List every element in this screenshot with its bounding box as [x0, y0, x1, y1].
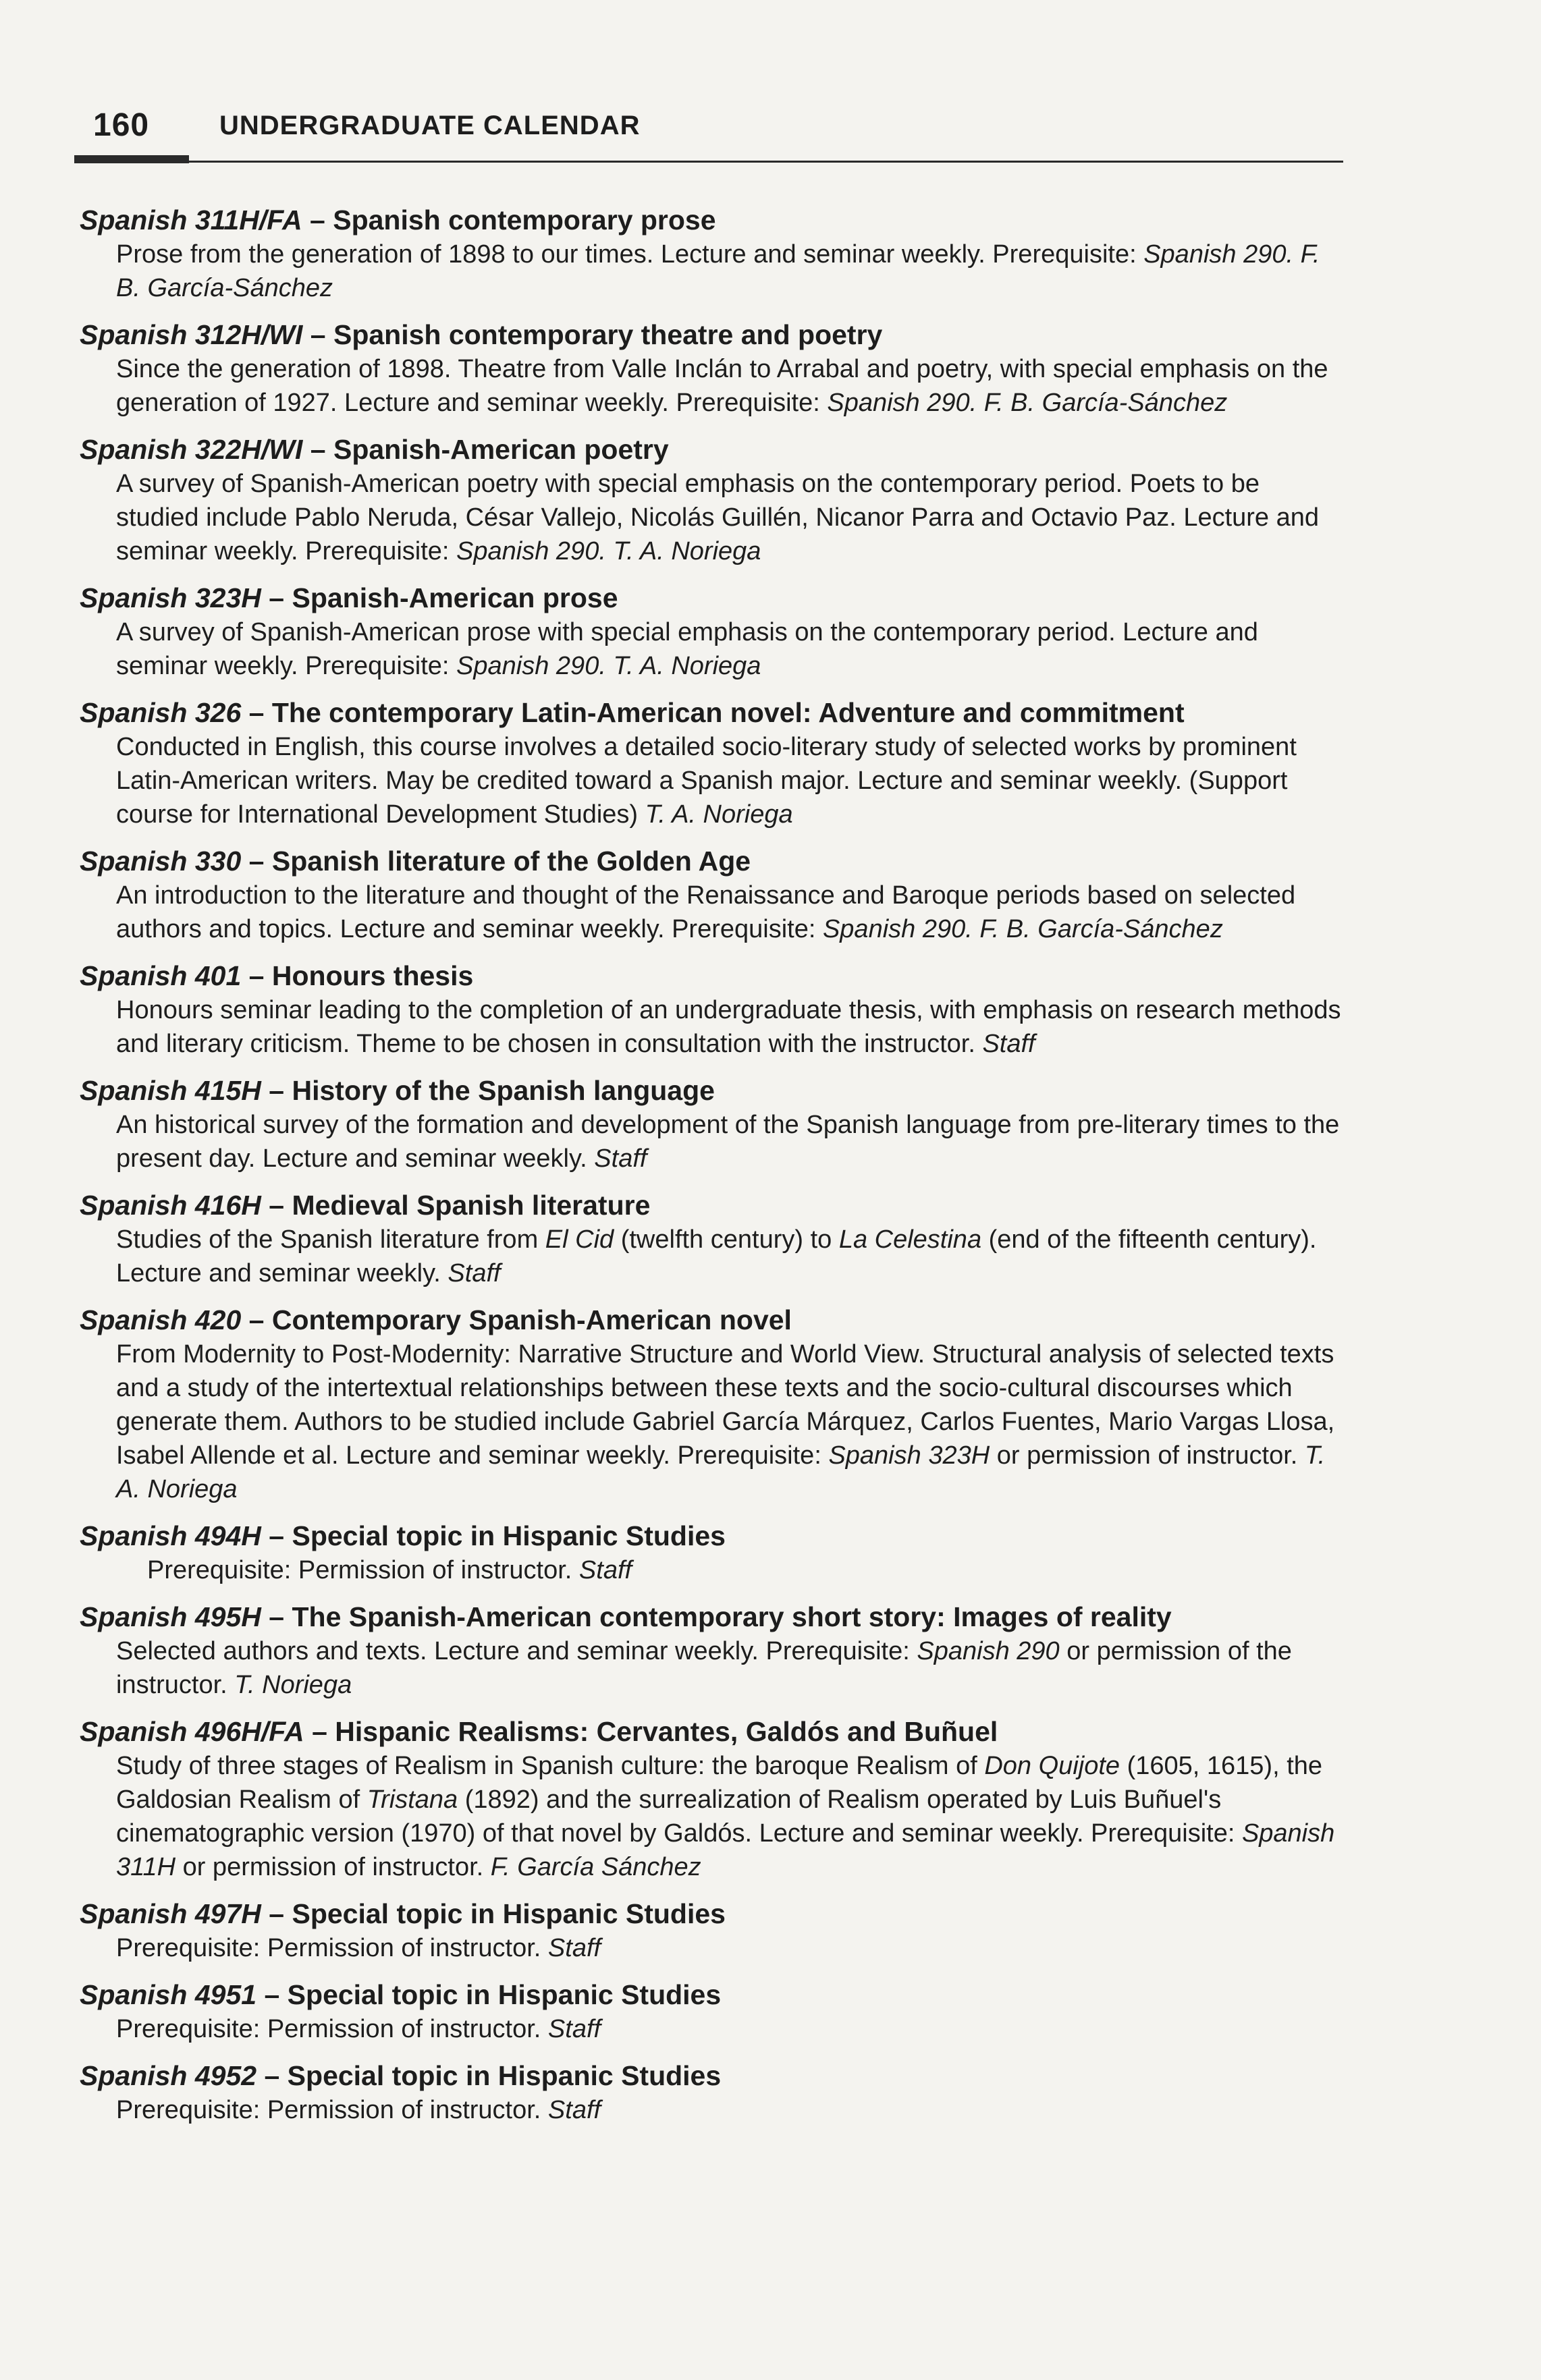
course-entry	[80, 202, 1349, 305]
course-title: The Spanish-American contemporary short story: Images of reality	[292, 1601, 1172, 1632]
description-italic-text: T. A. Noriega	[116, 1441, 1326, 1503]
course-heading	[80, 1073, 1349, 1108]
description-italic-text: F. García Sánchez	[490, 1853, 701, 1881]
course-entry	[80, 432, 1349, 568]
course-entry	[80, 1896, 1349, 1965]
course-heading	[80, 1302, 1349, 1337]
description-italic-text: T. A. Noriega	[645, 800, 793, 829]
heading-separator: –	[302, 434, 333, 465]
course-description	[116, 615, 1345, 683]
course-entry	[80, 843, 1349, 946]
description-italic-text: Spanish 311H	[116, 1819, 1335, 1881]
description-italic-text: Staff	[578, 1556, 632, 1584]
course-code: Spanish 495H	[80, 1601, 261, 1632]
description-text: Prerequisite: Permission of instructor.	[116, 2015, 548, 2043]
course-title: Spanish contemporary prose	[333, 204, 716, 236]
course-heading	[80, 843, 1349, 879]
course-entry	[80, 1073, 1349, 1175]
course-code: Spanish 497H	[80, 1898, 261, 1929]
course-code: Spanish 311H/FA	[80, 204, 302, 236]
course-code: Spanish 4952	[80, 2060, 257, 2091]
course-entry	[80, 1188, 1349, 1290]
heading-separator: –	[261, 1520, 292, 1551]
description-text: Since the generation of 1898. Theatre from Valle Inclán to Arrabal and poetry, with special emphasis on the generation of 1927. Lecture and seminar weekly. Prerequisite:	[116, 355, 1328, 417]
heading-separator: –	[241, 1304, 272, 1335]
description-text: (1605, 1615), the Galdosian Realism of	[116, 1752, 1323, 1814]
course-entry	[80, 1518, 1349, 1587]
course-description	[116, 993, 1345, 1061]
course-code: Spanish 330	[80, 846, 242, 877]
course-code: Spanish 415H	[80, 1075, 261, 1106]
course-description	[116, 879, 1345, 946]
description-text: An historical survey of the formation and development of the Spanish language from pre-literary times to the present day. Lecture and seminar weekly.	[116, 1111, 1340, 1173]
course-description	[116, 467, 1345, 568]
course-description	[116, 1337, 1345, 1506]
course-title: Special topic in Hispanic Studies	[287, 1979, 722, 2010]
course-entry	[80, 1599, 1349, 1702]
description-text: Prerequisite: Permission of instructor.	[147, 1556, 579, 1584]
course-entry	[80, 317, 1349, 420]
course-title: Medieval Spanish literature	[292, 1190, 651, 1221]
description-italic-text: La Celestina	[838, 1225, 982, 1254]
description-italic-text: Spanish 323H	[828, 1441, 990, 1470]
description-italic-text: Staff	[448, 1259, 501, 1288]
heading-separator: –	[302, 319, 333, 350]
course-entry	[80, 958, 1349, 1061]
course-entry	[80, 695, 1349, 831]
description-italic-text: Staff	[547, 1934, 601, 1962]
heading-separator: –	[241, 960, 272, 991]
header-rule	[74, 161, 1343, 163]
heading-separator: –	[304, 1716, 335, 1747]
course-entry	[80, 1714, 1349, 1884]
heading-separator: –	[241, 846, 272, 877]
course-description	[116, 2012, 1345, 2046]
course-description	[116, 1223, 1345, 1290]
course-entry	[80, 1977, 1349, 2046]
course-title: The contemporary Latin-American novel: Adventure and commitment	[271, 697, 1185, 728]
course-code: Spanish 322H/WI	[80, 434, 303, 465]
heading-separator: –	[261, 1075, 292, 1106]
course-heading	[80, 1518, 1349, 1553]
heading-separator: –	[302, 204, 333, 236]
description-text: (1892) and the surrealization of Realism operated by Luis Buñuel's cinematographic version (1970) of that novel by Galdós. Lecture and seminar weekly. Prerequisite:	[116, 1786, 1242, 1848]
course-heading	[80, 1714, 1349, 1749]
description-italic-text: Tristana	[367, 1786, 458, 1814]
course-heading	[80, 1896, 1349, 1931]
course-title: Hispanic Realisms: Cervantes, Galdós and Buñuel	[335, 1716, 998, 1747]
course-list	[80, 202, 1349, 2139]
heading-separator: –	[261, 582, 292, 613]
description-text: Conducted in English, this course involves a detailed socio-literary study of selected works by prominent Latin-American writers. May be credited toward a Spanish major. Lecture and seminar weekly. (Support course for International Development Studies)	[116, 733, 1297, 829]
page-number: 160	[93, 107, 150, 143]
description-text: Prerequisite: Permission of instructor.	[116, 2096, 548, 2124]
description-italic-text: Staff	[547, 2096, 601, 2124]
description-text: A survey of Spanish-American prose with special emphasis on the contemporary period. Lecture and seminar weekly. Prerequisite:	[116, 618, 1258, 680]
description-text: A survey of Spanish-American poetry with special emphasis on the contemporary period. Poets to be studied include Pablo Neruda, César Vallejo, Nicolás Guillén, Nicanor Parra and Octavio Paz. Lecture and seminar weekly. Prerequisite:	[116, 470, 1320, 565]
course-description	[116, 730, 1345, 831]
description-text: Prose from the generation of 1898 to our times. Lecture and seminar weekly. Prerequisite:	[116, 240, 1144, 269]
description-italic-text: T. Noriega	[234, 1671, 352, 1699]
description-text: (twelfth century) to	[614, 1225, 839, 1254]
heading-separator: –	[261, 1601, 292, 1632]
course-description	[116, 352, 1345, 420]
course-code: Spanish 420	[80, 1304, 242, 1335]
heading-separator: –	[261, 1898, 292, 1929]
description-italic-text: Staff	[547, 2015, 601, 2043]
page-header	[74, 101, 1343, 155]
description-italic-text: Spanish 290. F. B. García-Sánchez	[116, 240, 1320, 302]
course-description	[116, 1634, 1345, 1702]
running-title: UNDERGRADUATE CALENDAR	[219, 111, 641, 140]
course-heading	[80, 317, 1349, 352]
course-title: Spanish literature of the Golden Age	[271, 846, 751, 877]
heading-separator: –	[256, 2060, 288, 2091]
course-description	[116, 1931, 1345, 1965]
course-title: Special topic in Hispanic Studies	[287, 2060, 722, 2091]
course-title: Spanish-American poetry	[333, 434, 669, 465]
course-description	[116, 1749, 1345, 1884]
course-description	[116, 2093, 1345, 2127]
course-description	[116, 1108, 1345, 1175]
description-text: Study of three stages of Realism in Spanish culture: the baroque Realism of	[116, 1752, 985, 1780]
course-code: Spanish 4951	[80, 1979, 257, 2010]
course-title: History of the Spanish language	[292, 1075, 715, 1106]
description-text: From Modernity to Post-Modernity: Narrative Structure and World View. Structural analysis of selected texts and a study of the intertextual relationships between these texts and the socio-cultural discourses which generate them. Authors to be studied include Gabriel García Márquez, Carlos Fuentes, Mario Vargas Llosa, Isabel Allende et al. Lecture and seminar weekly. Prerequisite:	[116, 1340, 1335, 1470]
heading-separator: –	[256, 1979, 288, 2010]
description-italic-text: Don Quijote	[984, 1752, 1120, 1780]
course-heading	[80, 2058, 1349, 2093]
heading-separator: –	[261, 1190, 292, 1221]
course-heading	[80, 1599, 1349, 1634]
course-heading	[80, 432, 1349, 467]
heading-separator: –	[241, 697, 272, 728]
course-heading	[80, 1188, 1349, 1223]
course-entry	[80, 2058, 1349, 2127]
description-text: or permission of instructor.	[990, 1441, 1305, 1470]
course-heading	[80, 1977, 1349, 2012]
course-heading	[80, 202, 1349, 238]
description-italic-text: Spanish 290. T. A. Noriega	[456, 537, 761, 565]
course-code: Spanish 494H	[80, 1520, 261, 1551]
description-italic-text: El Cid	[545, 1225, 614, 1254]
description-italic-text: Staff	[982, 1030, 1035, 1058]
course-title: Contemporary Spanish-American novel	[271, 1304, 792, 1335]
course-description	[116, 238, 1345, 305]
course-code: Spanish 401	[80, 960, 242, 991]
description-text: or permission of the instructor.	[116, 1637, 1292, 1699]
course-code: Spanish 326	[80, 697, 242, 728]
description-italic-text: Spanish 290	[917, 1637, 1060, 1665]
course-title: Spanish contemporary theatre and poetry	[333, 319, 883, 350]
description-text: Honours seminar leading to the completion of an undergraduate thesis, with emphasis on research methods and literary criticism. Theme to be chosen in consultation with the instructor.	[116, 996, 1341, 1058]
course-description	[147, 1553, 1376, 1587]
course-heading	[80, 695, 1349, 730]
description-italic-text: Spanish 290. F. B. García-Sánchez	[822, 915, 1223, 943]
course-code: Spanish 312H/WI	[80, 319, 303, 350]
description-text: Studies of the Spanish literature from	[116, 1225, 545, 1254]
course-code: Spanish 416H	[80, 1190, 261, 1221]
description-text: An introduction to the literature and thought of the Renaissance and Baroque periods based on selected authors and topics. Lecture and seminar weekly. Prerequisite:	[116, 881, 1296, 943]
course-title: Honours thesis	[271, 960, 474, 991]
description-text: Prerequisite: Permission of instructor.	[116, 1934, 548, 1962]
course-title: Special topic in Hispanic Studies	[292, 1898, 726, 1929]
course-heading	[80, 580, 1349, 615]
description-italic-text: Staff	[594, 1144, 647, 1173]
course-title: Spanish-American prose	[292, 582, 618, 613]
course-code: Spanish 496H/FA	[80, 1716, 304, 1747]
description-italic-text: Spanish 290. F. B. García-Sánchez	[827, 389, 1228, 417]
course-title: Special topic in Hispanic Studies	[292, 1520, 726, 1551]
description-text: Selected authors and texts. Lecture and seminar weekly. Prerequisite:	[116, 1637, 917, 1665]
description-text: or permission of instructor.	[175, 1853, 491, 1881]
description-italic-text: Spanish 290. T. A. Noriega	[456, 652, 761, 680]
course-heading	[80, 958, 1349, 993]
course-entry	[80, 580, 1349, 683]
course-entry	[80, 1302, 1349, 1506]
course-code: Spanish 323H	[80, 582, 261, 613]
description-text: (end of the fifteenth century). Lecture and seminar weekly.	[116, 1225, 1317, 1288]
